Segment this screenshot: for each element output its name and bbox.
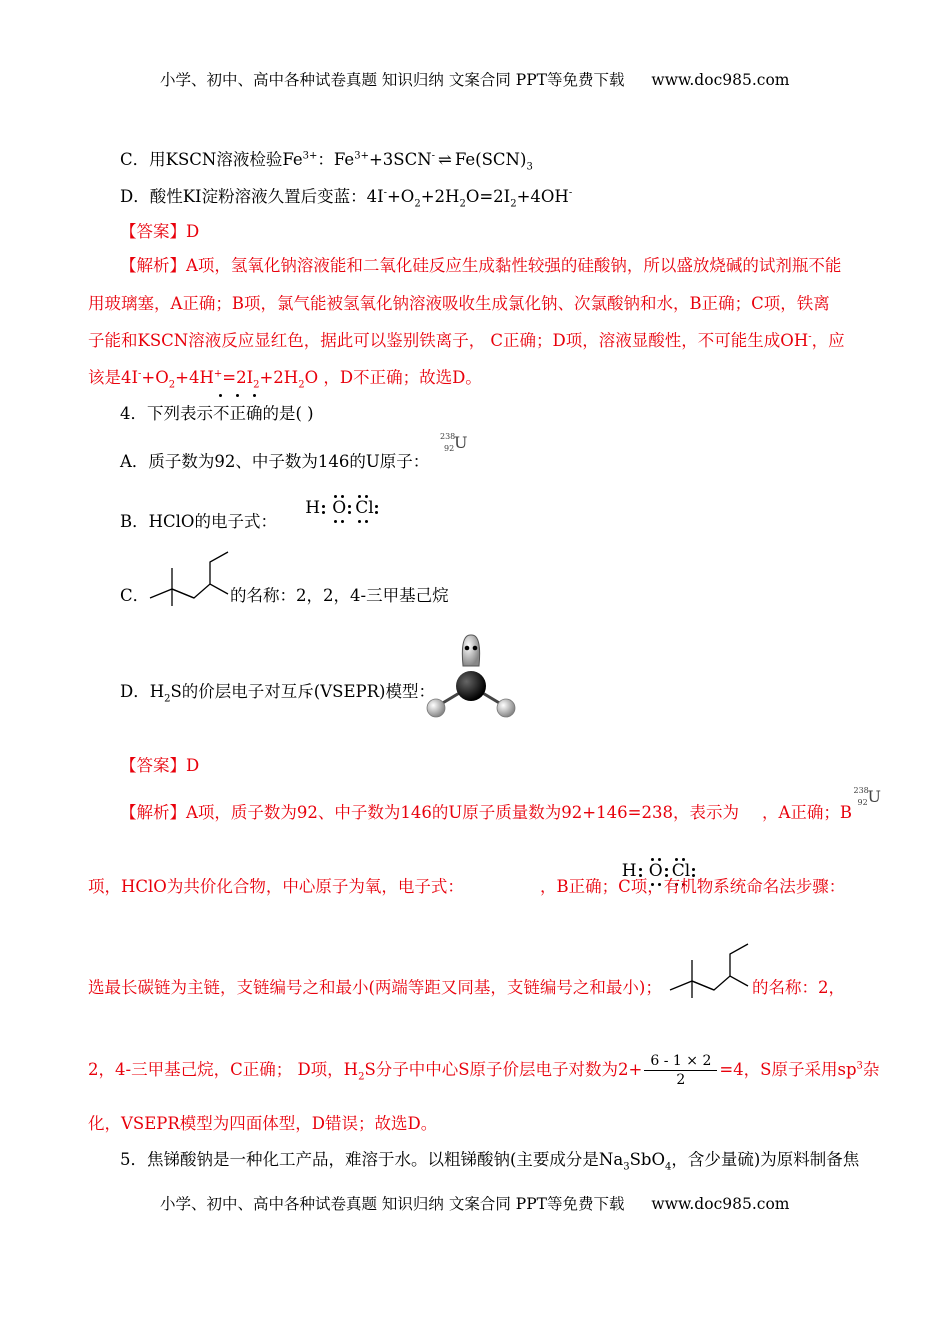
- q4-option-a: A．质子数为92、中子数为146的U原子：: [120, 452, 430, 471]
- q4-analysis-line2b: ，B正确；C项，有机物系统命名法步骤：: [540, 877, 846, 896]
- q4-option-c-label: C．: [120, 586, 150, 605]
- q4-option-d: D．$H_2S$的价层电子对互斥(VSEPR)模型：: [120, 682, 435, 705]
- q3-analysis-line1: 【解析】A项，氢氧化钠溶液能和二氧化硅反应生成黏性较强的硅酸钠，所以盛放烧碱的试剂瓶不能: [120, 256, 842, 275]
- page-footer: [160, 1192, 789, 1214]
- q3-analysis-line4: 该是$4I^-+O_2+4H^+=2I_2+2H_2O$ ，D不正确；故选D。: [88, 368, 482, 391]
- q4-stem: 4．下列表示不正确的是( ): [120, 404, 314, 423]
- trimethylhexane-skeletal-structure: [668, 940, 752, 998]
- equilibrium-arrow: ⇌: [438, 150, 452, 169]
- header-text: 小学、初中、高中各种试卷真题 知识归纳 文案合同 PPT等免费下载: [160, 71, 625, 89]
- q4-analysis-line2a: 项，HClO为共价化合物，中心原子为氧，电子式：: [88, 877, 464, 896]
- q3-analysis-line3: 子能和KSCN溶液反应显红色，据此可以鉴别铁离子， C正确；D项，溶液显酸性，不可能生成OH-，应: [88, 331, 845, 350]
- footer-url: www.doc985.com: [651, 1195, 790, 1213]
- vsepr-model-diagram: [422, 632, 522, 720]
- footer-text: 小学、初中、高中各种试卷真题 知识归纳 文案合同 PPT等免费下载: [160, 1195, 625, 1213]
- uranium-isotope-symbol: 238 92 U: [440, 432, 468, 453]
- fraction: $\frac{6 - 1 \times 2}{2}$: [644, 1052, 717, 1089]
- q4-answer: 【答案】D: [120, 756, 200, 775]
- page-header: [160, 68, 789, 90]
- emphasis-dot: [253, 394, 256, 397]
- q4-analysis-line3a: 选最长碳链为主链，支链编号之和最小(两端等距又同基，支链编号之和最小)；: [88, 978, 662, 997]
- q5-stem: 5．焦锑酸钠是一种化工产品，难溶于水。以粗锑酸钠(主要成分是$Na_3SbO_4$，含少量硫)为原料制备焦: [120, 1150, 860, 1173]
- q3-answer: 【答案】D: [120, 222, 200, 241]
- q4-option-b: B．HClO的电子式：: [120, 512, 277, 531]
- hclo-lewis-structure: H O Cl: [622, 858, 702, 886]
- hclo-lewis-structure: H O Cl: [305, 495, 385, 523]
- q4-analysis-line1a: 【解析】A项，质子数为92、中子数为146的U原子质量数为92+146=238，表示为: [120, 803, 739, 822]
- q3-analysis-line2: 用玻璃塞，A正确；B项，氯气能被氢氧化钠溶液吸收生成氯化钠、次氯酸钠和水，B正确；C项，铁离: [88, 294, 830, 313]
- q4-analysis-line1b: ，A正确；B: [762, 803, 853, 822]
- q3-option-d: D．酸性KI淀粉溶液久置后变蓝：$4I^-+O_2+2H_2O=2I_2+4OH^-$: [120, 187, 573, 210]
- uranium-isotope-symbol: 238 92 U: [853, 786, 881, 807]
- q4-analysis-line5: 化，VSEPR模型为四面体型，D错误；故选D。: [88, 1114, 438, 1133]
- header-url: www.doc985.com: [651, 71, 790, 89]
- q3-option-c: C．用KSCN溶液检验$Fe^{3+}$：$Fe^{3+}+3SCN^-$ ⇌ $Fe(SCN)_3$: [120, 150, 533, 173]
- q4-analysis-line4: 2，4-三甲基己烷，C正确； D项，$H_2S$分子中中心S原子价层电子对数为2+ $\frac{6 - 1 \times 2}{2} =4$，S原子采用$sp^3$杂: [88, 1053, 880, 1088]
- trimethylhexane-skeletal-structure: [148, 548, 232, 606]
- emphasis-dot: [236, 394, 239, 397]
- emphasis-dot: [219, 394, 222, 397]
- q4-analysis-line3b: 的名称：2，: [752, 978, 845, 997]
- q4-option-c-name: 的名称：2，2，4-三甲基己烷: [230, 586, 449, 605]
